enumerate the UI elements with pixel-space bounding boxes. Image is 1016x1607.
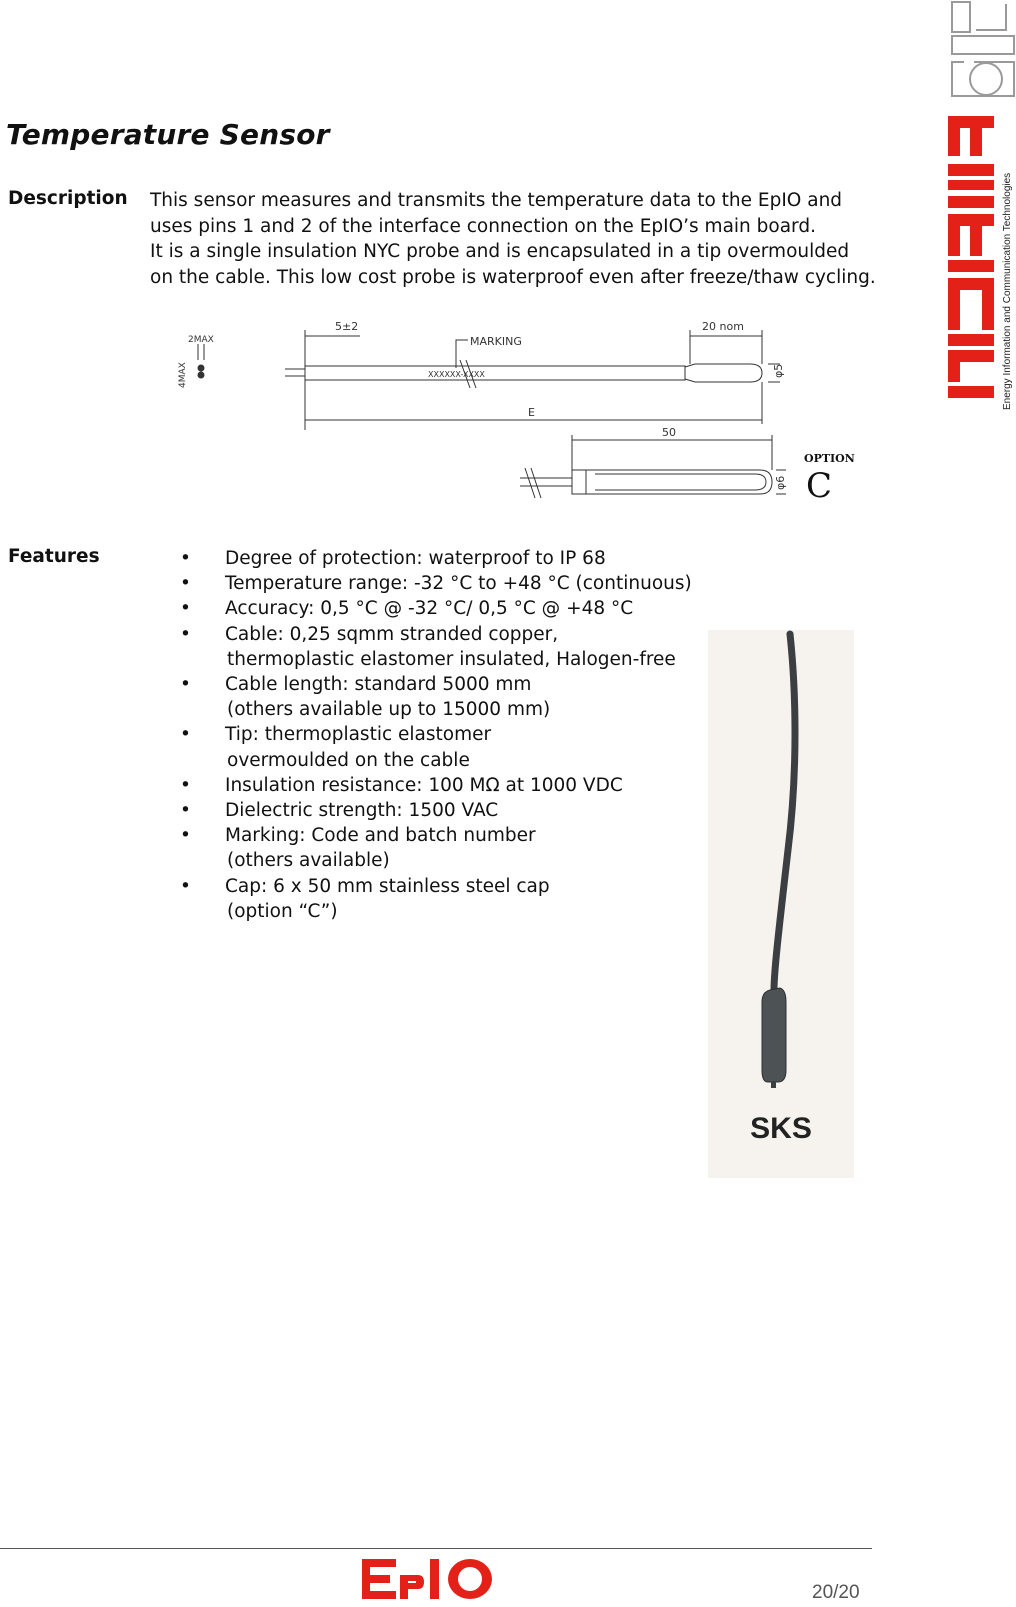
feature-text: Insulation resistance: 100 MΩ at 1000 VDC xyxy=(225,774,623,796)
feature-item xyxy=(180,773,692,798)
energy-tagline: Energy Information and Communication Technologies xyxy=(1002,172,1013,410)
feature-text: Temperature range: -32 °C to +48 °C (continuous) xyxy=(225,573,692,595)
feature-continuation: (option “C”) xyxy=(227,900,338,922)
bullet-icon: • xyxy=(180,598,191,620)
feature-item xyxy=(180,622,692,672)
feature-text: Accuracy: 0,5 °C @ -32 °C/ 0,5 °C @ +48 °C xyxy=(225,598,634,620)
option-label: OPTION xyxy=(804,452,855,465)
feature-item xyxy=(180,596,692,621)
marking-label: MARKING xyxy=(470,335,522,348)
photo-caption: SKS xyxy=(750,1112,812,1145)
bullet-icon: • xyxy=(180,573,191,595)
bullet-icon: • xyxy=(180,825,191,847)
feature-text: Cable length: standard 5000 mm xyxy=(225,674,532,696)
feature-item xyxy=(180,722,692,772)
dim-e: E xyxy=(528,406,535,419)
dim-20-nom: 20 nom xyxy=(702,320,744,333)
dim-phi5: φ5 xyxy=(772,363,785,378)
feature-item xyxy=(180,571,692,596)
page-title: Temperature Sensor xyxy=(6,118,330,151)
feature-item xyxy=(180,546,692,571)
feature-item xyxy=(180,798,692,823)
energy-wordmark xyxy=(948,116,994,398)
footer-divider xyxy=(0,1548,872,1549)
bullet-icon: • xyxy=(180,548,191,569)
dim-50: 50 xyxy=(662,426,676,439)
dim-5pm2: 5±2 xyxy=(335,320,359,333)
feature-item xyxy=(180,874,692,924)
feature-text: Cable: 0,25 sqmm stranded copper, xyxy=(225,623,559,645)
feature-text: Degree of protection: waterproof to IP 68 xyxy=(225,548,606,569)
bullet-icon: • xyxy=(180,623,191,645)
dim-phi6: φ6 xyxy=(774,475,787,490)
marking-code: XXXXXX-XXXX xyxy=(428,370,485,379)
sensor-photo xyxy=(708,630,854,1178)
feature-item xyxy=(180,672,692,722)
bullet-icon: • xyxy=(180,774,191,796)
epio-logo xyxy=(360,1553,500,1603)
option-letter: C xyxy=(806,466,833,506)
dim-2max: 2MAX xyxy=(188,335,214,345)
feature-continuation: (others available up to 15000 mm) xyxy=(227,699,551,721)
bullet-icon: • xyxy=(180,724,191,746)
sensor-technical-drawing xyxy=(170,320,870,520)
sensor-probe-image xyxy=(708,630,854,1178)
feature-item xyxy=(180,823,692,873)
feature-text: Tip: thermoplastic elastomer xyxy=(225,724,492,746)
description-line: This sensor measures and transmits the temperature data to the EpIO and xyxy=(150,190,843,211)
description-line: on the cable. This low cost probe is waterproof even after freeze/thaw cycling. xyxy=(150,266,876,288)
description-text xyxy=(150,188,890,290)
feature-text: Cap: 6 x 50 mm stainless steel cap xyxy=(225,875,550,897)
feature-continuation: (others available) xyxy=(227,850,390,872)
bullet-icon: • xyxy=(180,875,191,897)
features-label: Features xyxy=(8,546,100,567)
page-number: 20/20 xyxy=(812,1582,860,1603)
feature-continuation: overmoulded on the cable xyxy=(227,749,470,771)
features-list xyxy=(180,546,692,924)
description-label: Description xyxy=(8,188,128,209)
feature-text: Dielectric strength: 1500 VAC xyxy=(225,800,499,822)
energy-ict-logo xyxy=(924,0,1016,420)
description-line: uses pins 1 and 2 of the interface connection on the EpIO’s main board. xyxy=(150,215,816,237)
description-line: It is a single insulation NYC probe and is encapsulated in a tip overmoulded xyxy=(150,241,850,262)
bullet-icon: • xyxy=(180,674,191,696)
dim-4max: 4MAX xyxy=(178,362,188,388)
feature-continuation: thermoplastic elastomer insulated, Halogen-free xyxy=(227,648,676,670)
feature-text: Marking: Code and batch number xyxy=(225,825,536,847)
bullet-icon: • xyxy=(180,800,191,822)
